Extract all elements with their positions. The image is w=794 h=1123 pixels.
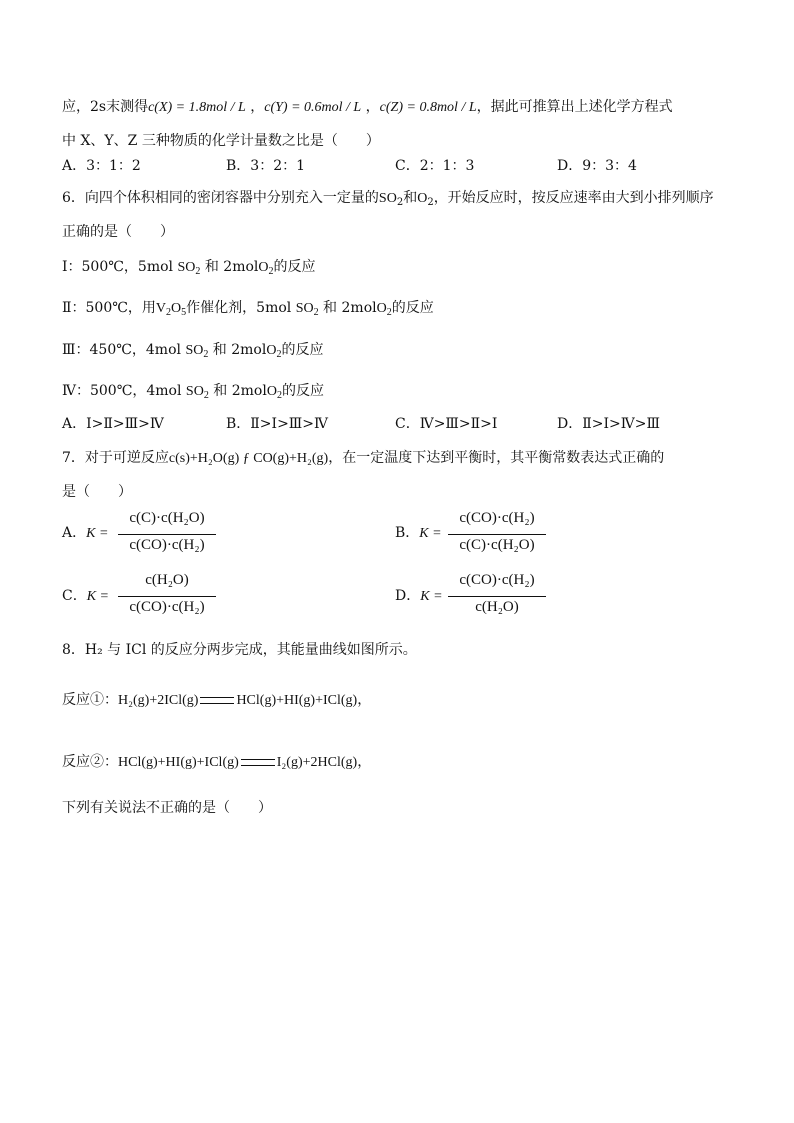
q5-cx: c(X) = 1.8mol / L bbox=[148, 100, 246, 115]
q5-option-d[interactable]: D．9：3：4 bbox=[557, 158, 637, 174]
q8-question: 下列有关说法不正确的是（ ） bbox=[62, 800, 272, 816]
q6-stem-line2: 正确的是（ ） bbox=[62, 224, 174, 240]
fraction-bar bbox=[448, 534, 546, 535]
q6-item-2: Ⅱ：500℃，用$V_2O_5$作催化剂，5mol $SO_2$ 和 2molO$_2$的反应 bbox=[62, 300, 434, 318]
q6-option-a[interactable]: A．Ⅰ>Ⅱ>Ⅲ>Ⅳ bbox=[62, 416, 164, 432]
q7-stem-line1: 7．对于可逆反应c(s)+H₂O(g) ƒ CO(g)+H₂(g)，在一定温度下达到平衡时，其平衡常数表达式正确的 bbox=[62, 450, 665, 466]
q6-stem-line1: 6．向四个体积相同的密闭容器中分别充入一定量的$SO_2$和$O_2$，开始反应时，按反应速率由大到小排列顺序 bbox=[62, 190, 714, 208]
equals-sign bbox=[200, 697, 234, 704]
q6-item-3: Ⅲ：450℃，4mol $SO_2$ 和 2molO$_2$的反应 bbox=[62, 342, 324, 360]
q5-option-c[interactable]: C．2：1：3 bbox=[395, 158, 475, 174]
q6-option-d[interactable]: D．Ⅱ>Ⅰ>Ⅳ>Ⅲ bbox=[557, 416, 660, 432]
q7-option-b[interactable]: B．K = bbox=[395, 525, 442, 541]
numerator: c(CO)·c(H₂) bbox=[459, 510, 535, 526]
fraction-bar bbox=[118, 596, 216, 597]
q7-option-d-fraction bbox=[448, 572, 546, 620]
q7-option-d[interactable]: D．K = bbox=[395, 588, 443, 604]
q6-option-b[interactable]: B．Ⅱ>Ⅰ>Ⅲ>Ⅳ bbox=[226, 416, 329, 432]
q7-option-a[interactable]: A．K = bbox=[62, 525, 109, 541]
numerator: c(CO)·c(H₂) bbox=[459, 572, 535, 588]
q8-stem: 8．H₂ 与 ICl 的反应分两步完成，其能量曲线如图所示。 bbox=[62, 642, 417, 658]
q6-item-1: Ⅰ：500℃，5mol $SO_2$ 和 2molO$_2$的反应 bbox=[62, 259, 316, 277]
q5-line2: 中 X、Y、Z 三种物质的化学计量数之比是（ ） bbox=[62, 133, 380, 149]
q7-option-a-fraction bbox=[118, 510, 216, 558]
q8-reaction-1: 反应①：H₂(g)+2ICl(g) HCl(g)+HI(g)+ICl(g)， bbox=[62, 692, 372, 708]
numerator: c(H₂O) bbox=[145, 572, 189, 588]
q5-cz: c(Z) = 0.8mol / L bbox=[379, 100, 477, 115]
numerator: c(C)·c(H₂O) bbox=[129, 510, 205, 526]
q5-cy: c(Y) = 0.6mol / L bbox=[264, 100, 362, 115]
fraction-bar bbox=[118, 534, 216, 535]
q7-option-c-fraction bbox=[118, 572, 216, 620]
denominator: c(H₂O) bbox=[475, 599, 519, 615]
denominator: c(C)·c(H₂O) bbox=[459, 537, 535, 553]
q7-option-b-fraction bbox=[448, 510, 546, 558]
q5-option-b[interactable]: B．3：2：1 bbox=[226, 158, 306, 174]
q5-line1: 应，2s末测得c(X) = 1.8mol / L ，c(Y) = 0.6mol / L ，c(Z) = 0.8mol / L，据此可推算出上述化学方程式 bbox=[62, 99, 673, 115]
q6-item-4: Ⅳ：500℃，4mol $SO_2$ 和 2molO$_2$的反应 bbox=[62, 383, 324, 401]
denominator: c(CO)·c(H₂) bbox=[129, 537, 205, 553]
fraction-bar bbox=[448, 596, 546, 597]
q6-option-c[interactable]: C．Ⅳ>Ⅲ>Ⅱ>Ⅰ bbox=[395, 416, 498, 432]
q7-stem-line2: 是（ ） bbox=[62, 484, 132, 500]
q7-option-c[interactable]: C．K = bbox=[62, 588, 110, 604]
equals-sign bbox=[241, 759, 275, 766]
q7-reaction: c(s)+H₂O(g) ƒ CO(g)+H₂(g) bbox=[168, 451, 329, 466]
denominator: c(CO)·c(H₂) bbox=[129, 599, 205, 615]
q8-reaction-2: 反应②：HCl(g)+HI(g)+ICl(g) I₂(g)+2HCl(g)， bbox=[62, 754, 372, 770]
q5-option-a[interactable]: A．3：1：2 bbox=[62, 158, 141, 174]
